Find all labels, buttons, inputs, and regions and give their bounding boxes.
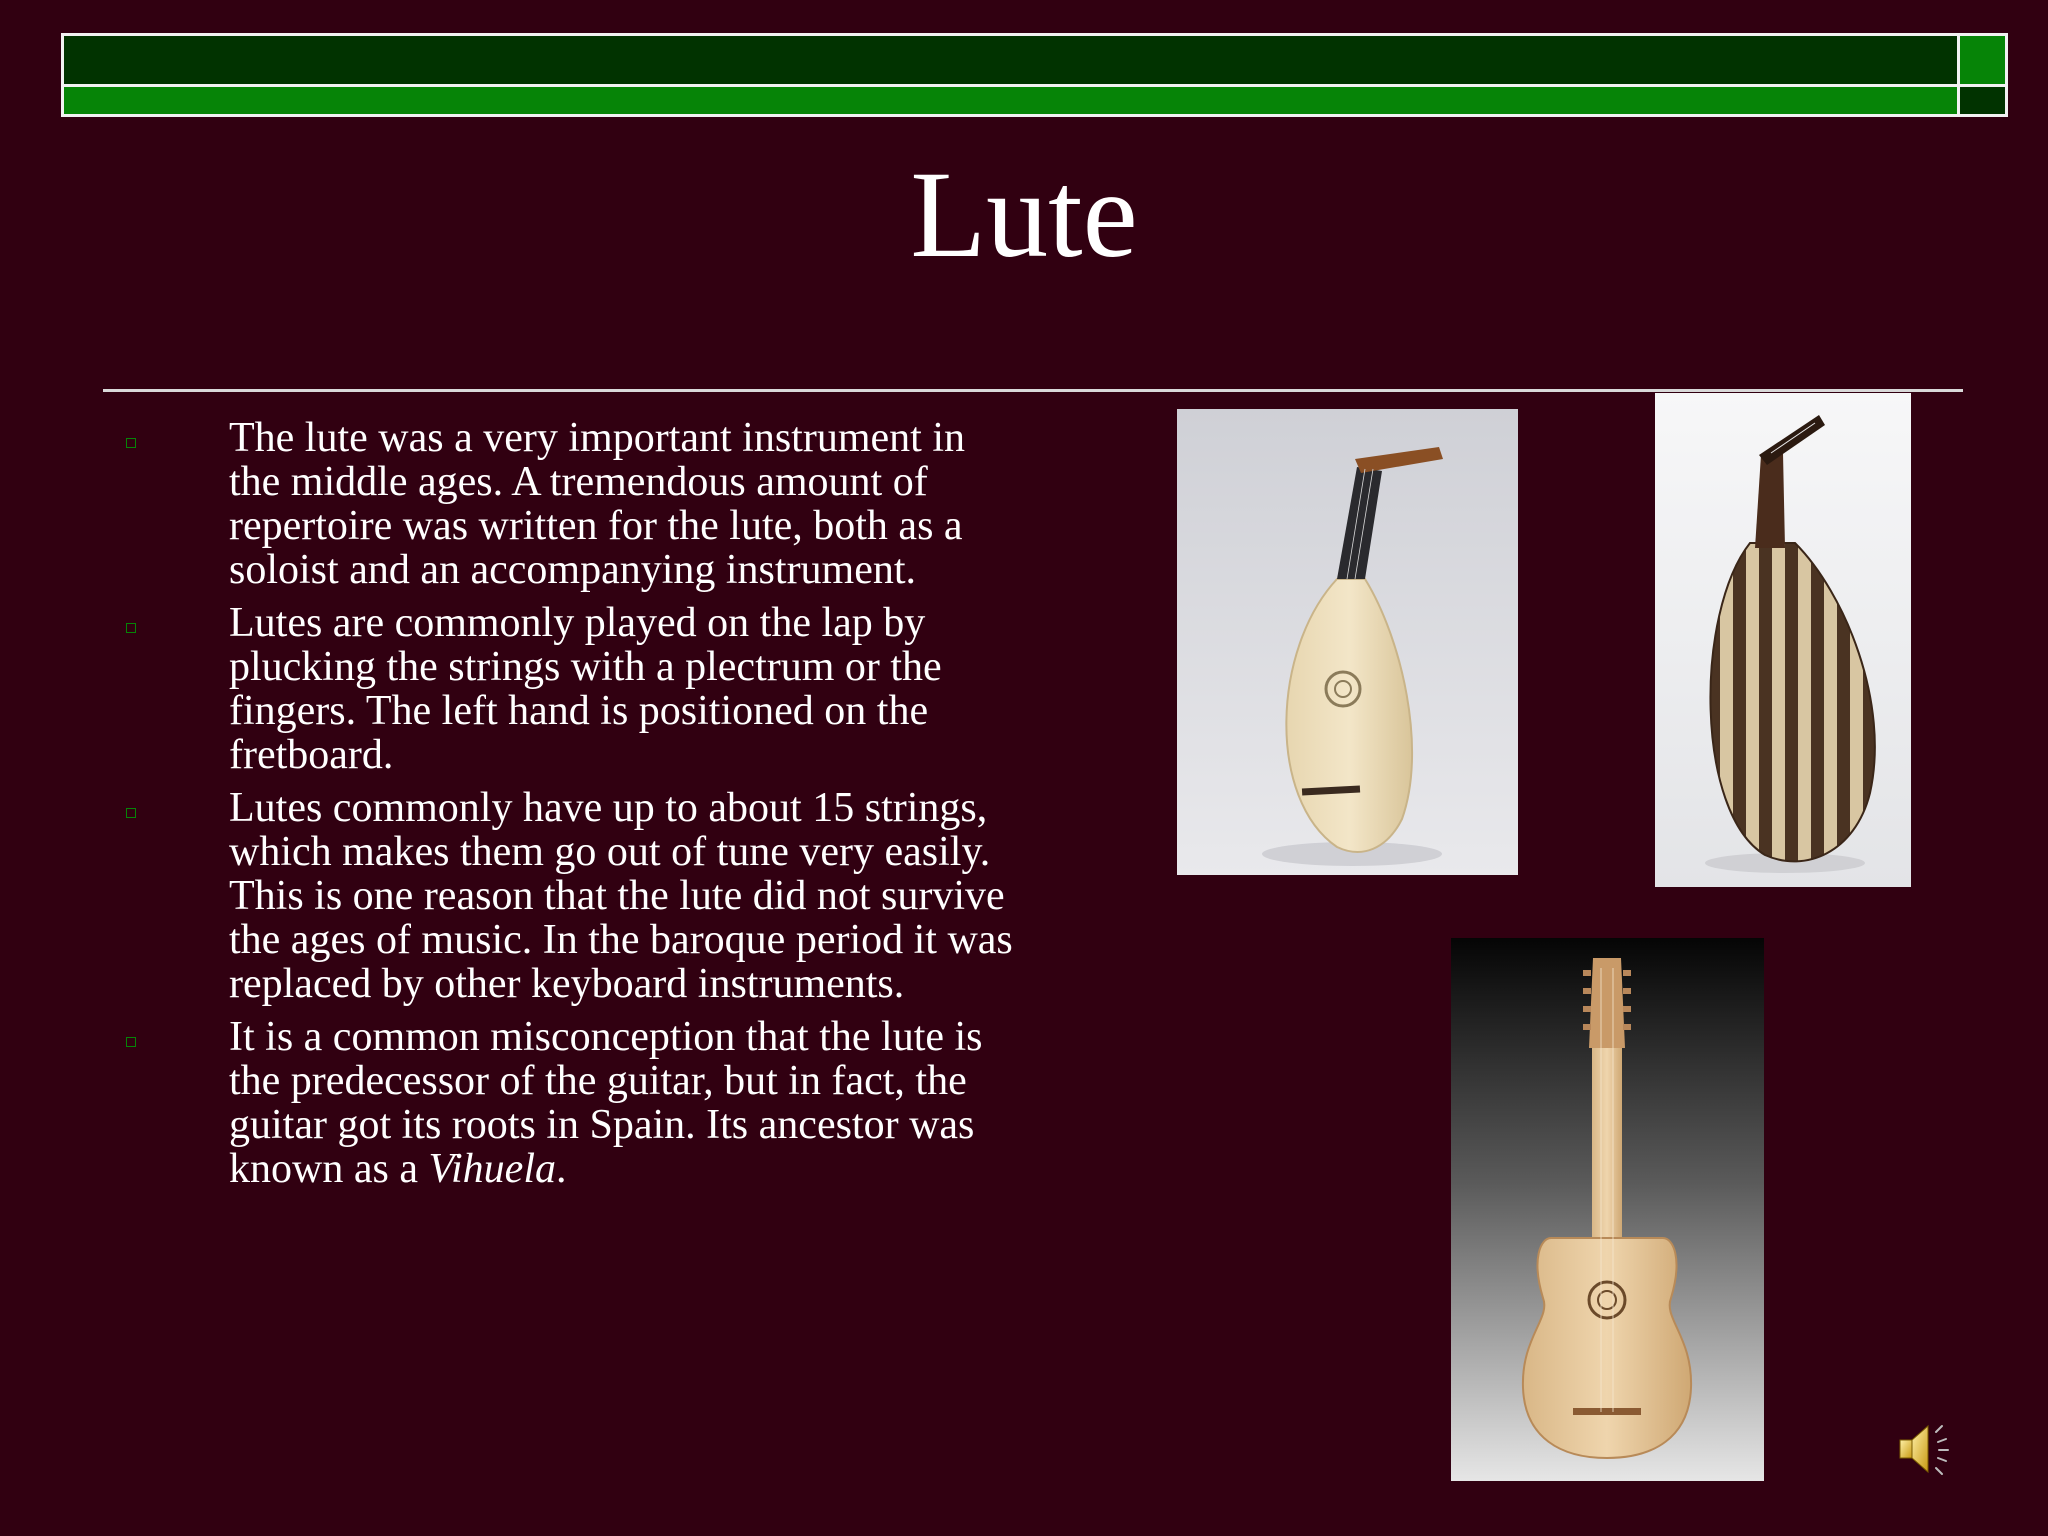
- bullet-item: [120, 1015, 1020, 1191]
- banner-square-dark: [1960, 87, 2005, 114]
- header-banner: [61, 33, 2008, 117]
- bullet-text-suffix: .: [556, 1146, 567, 1192]
- banner-square-light: [1960, 36, 2005, 84]
- title-divider: [103, 389, 1963, 392]
- bullet-square-icon: [126, 623, 136, 633]
- bullet-square-icon: [126, 808, 136, 818]
- lute-back-photo: [1655, 393, 1911, 887]
- banner-bar-light: [64, 87, 1957, 114]
- bullet-item: [120, 416, 1020, 592]
- vihuela-term: Vihuela: [428, 1146, 556, 1192]
- banner-bar-dark: [64, 36, 1957, 84]
- bullet-list: [120, 416, 1020, 1200]
- bullet-text: [229, 1015, 1019, 1191]
- speaker-icon[interactable]: [1894, 1416, 1958, 1480]
- bullet-text: Lutes commonly have up to about 15 strings, which makes them go out of tune very easily. This is one reason that the lute did not survive the ages of music. In the baroque period it was replaced by other keyboard instruments.: [229, 785, 1013, 1007]
- bullet-item: [120, 786, 1020, 1006]
- bullet-text: Lutes are commonly played on the lap by plucking the strings with a plectrum or the fingers. The left hand is positioned on the fretboard.: [229, 600, 942, 778]
- bullet-item: [120, 601, 1020, 777]
- bullet-square-icon: [126, 438, 136, 448]
- bullet-text: The lute was a very important instrument in the middle ages. A tremendous amount of repertoire was written for the lute, both as a soloist and an accompanying instrument.: [229, 415, 965, 593]
- slide-title: Lute: [910, 146, 1138, 283]
- bullet-text-main: It is a common misconception that the lute is the predecessor of the guitar, but in fact, the guitar got its roots in Spain. Its ancestor was known as a: [229, 1014, 983, 1192]
- bullet-square-icon: [126, 1037, 136, 1047]
- lute-front-photo: [1177, 409, 1518, 875]
- vihuela-photo: [1451, 938, 1764, 1481]
